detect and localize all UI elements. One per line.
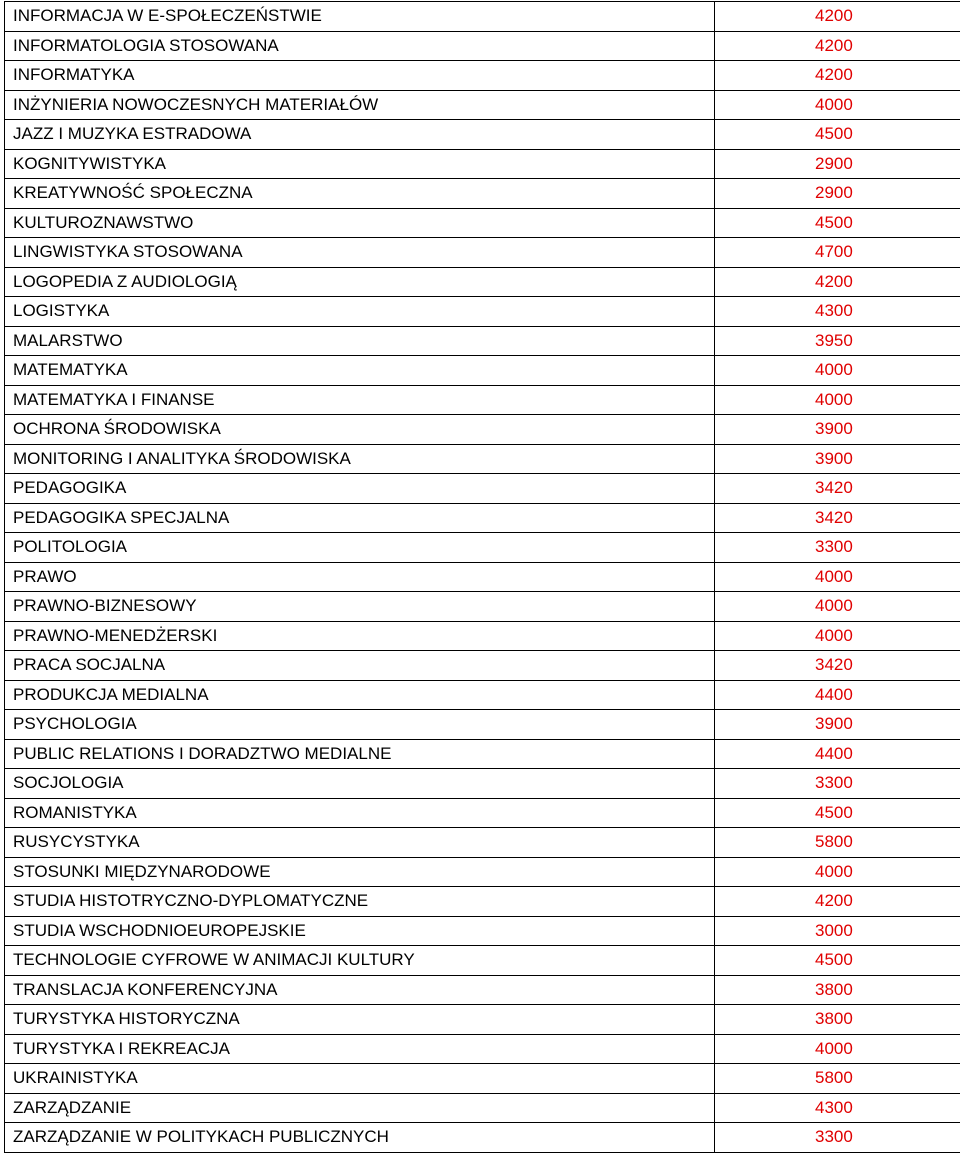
table-row [5, 474, 960, 504]
fee-amount-cell: 4500 [715, 946, 960, 976]
table-row [5, 149, 960, 179]
program-name-cell: ZARZĄDZANIE [5, 1093, 715, 1123]
fee-amount-cell: 4400 [715, 680, 960, 710]
table-row [5, 651, 960, 681]
table-row [5, 1005, 960, 1035]
table-row [5, 238, 960, 268]
fee-amount-cell: 4000 [715, 592, 960, 622]
table-row [5, 356, 960, 386]
table-row [5, 592, 960, 622]
fee-table-body [5, 2, 960, 1153]
fee-amount-cell: 4000 [715, 356, 960, 386]
table-row [5, 1064, 960, 1094]
fee-amount-cell: 4000 [715, 562, 960, 592]
program-name-cell: TURYSTYKA HISTORYCZNA [5, 1005, 715, 1035]
table-row [5, 297, 960, 327]
program-name-cell: PEDAGOGIKA SPECJALNA [5, 503, 715, 533]
table-row [5, 444, 960, 474]
fee-amount-cell: 4000 [715, 857, 960, 887]
fee-amount-cell: 3420 [715, 503, 960, 533]
table-row [5, 828, 960, 858]
table-row [5, 2, 960, 32]
program-name-cell: POLITOLOGIA [5, 533, 715, 563]
fee-amount-cell: 4500 [715, 120, 960, 150]
table-row [5, 562, 960, 592]
table-row [5, 267, 960, 297]
fee-amount-cell: 2900 [715, 179, 960, 209]
program-name-cell: PRACA SOCJALNA [5, 651, 715, 681]
fee-amount-cell: 2900 [715, 149, 960, 179]
fee-amount-cell: 3950 [715, 326, 960, 356]
program-name-cell: KULTUROZNAWSTWO [5, 208, 715, 238]
table-row [5, 385, 960, 415]
fee-amount-cell: 3420 [715, 651, 960, 681]
table-row [5, 1123, 960, 1153]
program-name-cell: STUDIA HISTOTRYCZNO-DYPLOMATYCZNE [5, 887, 715, 917]
table-row [5, 739, 960, 769]
fee-table [4, 1, 960, 1153]
table-row [5, 769, 960, 799]
program-name-cell: LOGISTYKA [5, 297, 715, 327]
fee-amount-cell: 3800 [715, 1005, 960, 1035]
program-name-cell: PRAWNO-BIZNESOWY [5, 592, 715, 622]
table-row [5, 887, 960, 917]
fee-amount-cell: 3420 [715, 474, 960, 504]
table-row [5, 857, 960, 887]
program-name-cell: LINGWISTYKA STOSOWANA [5, 238, 715, 268]
table-row [5, 710, 960, 740]
table-row [5, 415, 960, 445]
fee-amount-cell: 3900 [715, 710, 960, 740]
table-row [5, 975, 960, 1005]
fee-amount-cell: 4200 [715, 61, 960, 91]
fee-amount-cell: 5800 [715, 1064, 960, 1094]
program-name-cell: PSYCHOLOGIA [5, 710, 715, 740]
program-name-cell: RUSYCYSTYKA [5, 828, 715, 858]
fee-amount-cell: 4000 [715, 90, 960, 120]
table-row [5, 503, 960, 533]
program-name-cell: ROMANISTYKA [5, 798, 715, 828]
fee-amount-cell: 4200 [715, 2, 960, 32]
fee-amount-cell: 3300 [715, 1123, 960, 1153]
program-name-cell: TURYSTYKA I REKREACJA [5, 1034, 715, 1064]
program-name-cell: JAZZ I MUZYKA ESTRADOWA [5, 120, 715, 150]
fee-amount-cell: 4200 [715, 31, 960, 61]
fee-amount-cell: 3900 [715, 415, 960, 445]
program-name-cell: UKRAINISTYKA [5, 1064, 715, 1094]
fee-amount-cell: 5800 [715, 828, 960, 858]
fee-amount-cell: 4000 [715, 621, 960, 651]
table-row [5, 798, 960, 828]
fee-amount-cell: 4300 [715, 1093, 960, 1123]
fee-amount-cell: 4200 [715, 887, 960, 917]
fee-amount-cell: 4400 [715, 739, 960, 769]
fee-amount-cell: 4300 [715, 297, 960, 327]
table-row [5, 120, 960, 150]
fee-amount-cell: 4500 [715, 208, 960, 238]
program-name-cell: INŻYNIERIA NOWOCZESNYCH MATERIAŁÓW [5, 90, 715, 120]
program-name-cell: PEDAGOGIKA [5, 474, 715, 504]
fee-amount-cell: 4000 [715, 385, 960, 415]
table-row [5, 61, 960, 91]
table-row [5, 326, 960, 356]
fee-amount-cell: 4500 [715, 798, 960, 828]
program-name-cell: PRAWO [5, 562, 715, 592]
program-name-cell: TECHNOLOGIE CYFROWE W ANIMACJI KULTURY [5, 946, 715, 976]
fee-amount-cell: 4700 [715, 238, 960, 268]
table-row [5, 916, 960, 946]
program-name-cell: MATEMATYKA [5, 356, 715, 386]
fee-amount-cell: 3800 [715, 975, 960, 1005]
program-name-cell: MONITORING I ANALITYKA ŚRODOWISKA [5, 444, 715, 474]
program-name-cell: KREATYWNOŚĆ SPOŁECZNA [5, 179, 715, 209]
program-name-cell: PUBLIC RELATIONS I DORADZTWO MEDIALNE [5, 739, 715, 769]
program-name-cell: KOGNITYWISTYKA [5, 149, 715, 179]
program-name-cell: SOCJOLOGIA [5, 769, 715, 799]
program-name-cell: PRAWNO-MENEDŻERSKI [5, 621, 715, 651]
fee-amount-cell: 3000 [715, 916, 960, 946]
table-row [5, 1034, 960, 1064]
program-name-cell: MALARSTWO [5, 326, 715, 356]
program-name-cell: INFORMATOLOGIA STOSOWANA [5, 31, 715, 61]
table-row [5, 90, 960, 120]
fee-amount-cell: 4000 [715, 1034, 960, 1064]
table-row [5, 946, 960, 976]
table-row [5, 533, 960, 563]
fee-amount-cell: 3300 [715, 533, 960, 563]
fee-amount-cell: 3900 [715, 444, 960, 474]
fee-amount-cell: 4200 [715, 267, 960, 297]
program-name-cell: STUDIA WSCHODNIOEUROPEJSKIE [5, 916, 715, 946]
table-row [5, 179, 960, 209]
table-row [5, 31, 960, 61]
program-name-cell: LOGOPEDIA Z AUDIOLOGIĄ [5, 267, 715, 297]
table-row [5, 621, 960, 651]
program-name-cell: MATEMATYKA I FINANSE [5, 385, 715, 415]
program-name-cell: STOSUNKI MIĘDZYNARODOWE [5, 857, 715, 887]
program-name-cell: OCHRONA ŚRODOWISKA [5, 415, 715, 445]
program-name-cell: TRANSLACJA KONFERENCYJNA [5, 975, 715, 1005]
program-name-cell: INFORMATYKA [5, 61, 715, 91]
table-row [5, 1093, 960, 1123]
program-name-cell: ZARZĄDZANIE W POLITYKACH PUBLICZNYCH [5, 1123, 715, 1153]
program-name-cell: INFORMACJA W E-SPOŁECZEŃSTWIE [5, 2, 715, 32]
program-name-cell: PRODUKCJA MEDIALNA [5, 680, 715, 710]
fee-amount-cell: 3300 [715, 769, 960, 799]
table-row [5, 680, 960, 710]
table-row [5, 208, 960, 238]
